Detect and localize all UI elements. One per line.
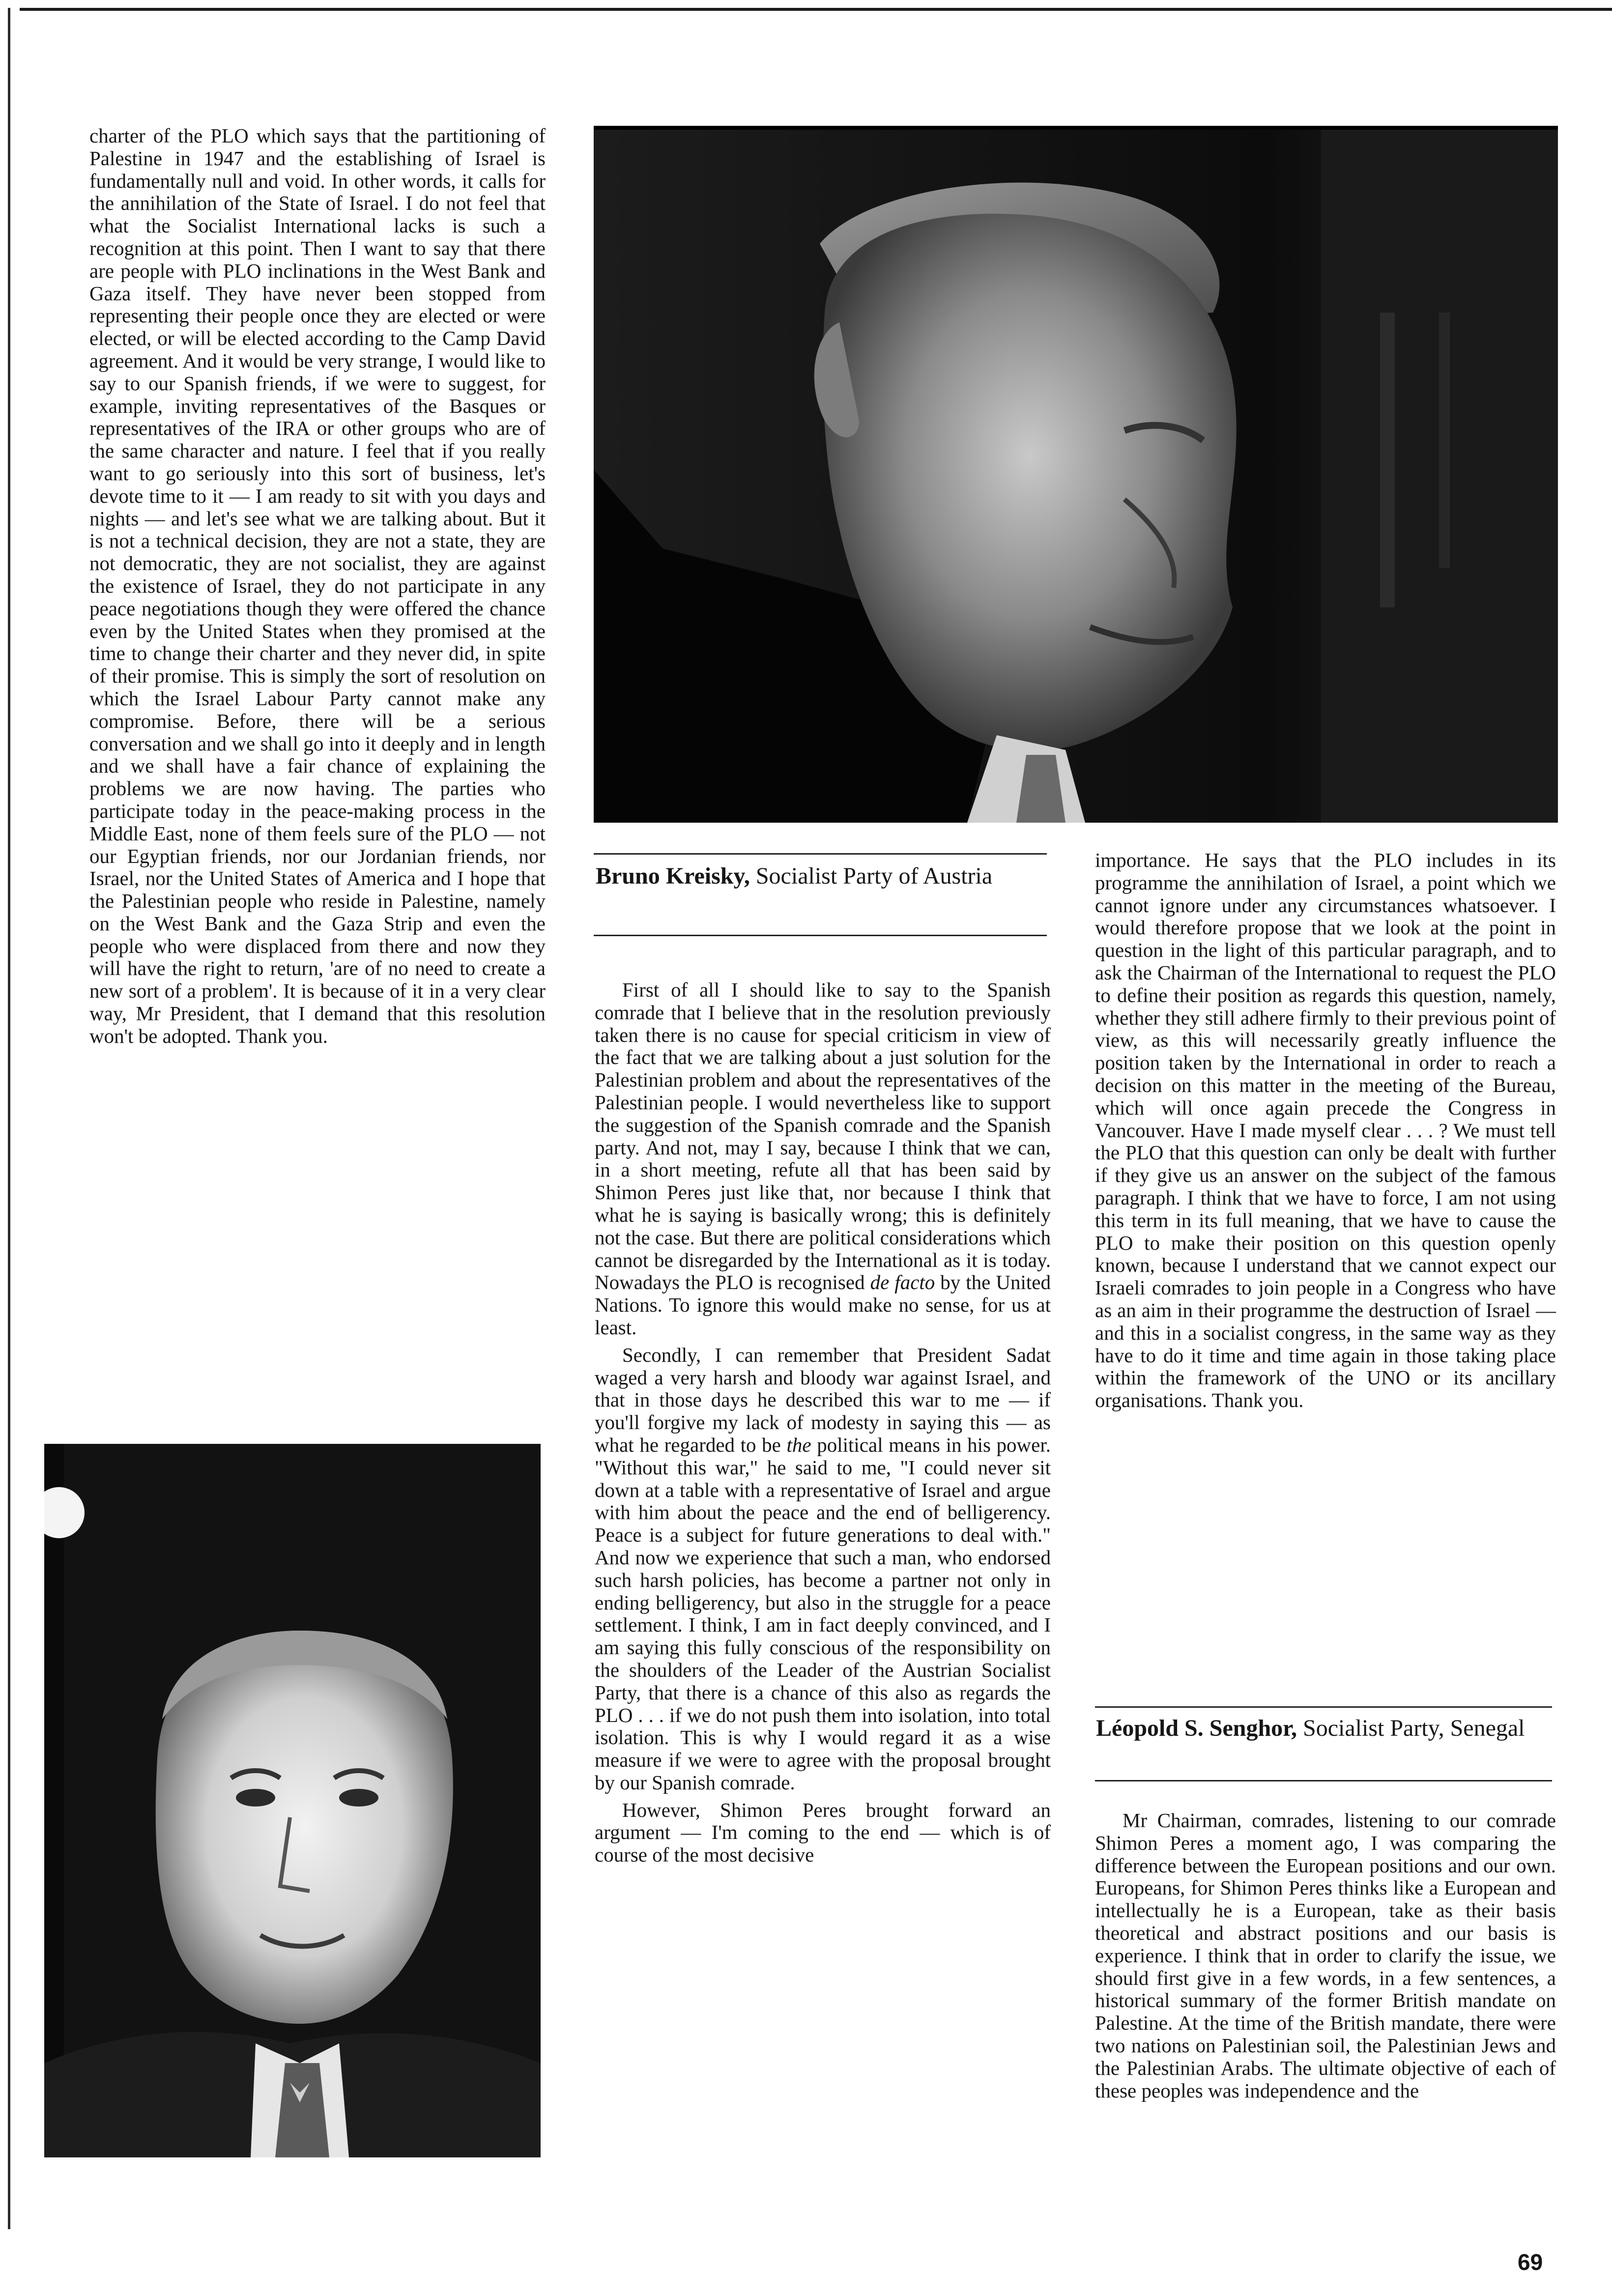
- text-run: First of all I should like to say to the Spanish comrade that I believe that in the resolution previously taken there is no cause for special criticism in view of the fact that we are talking about a just solution for the Palestinian problem and about the representatives of the Palestinian people. I would nevertheless like to support the suggestion of the Spanish comrade and the Spanish party. And not, may I say, because I think that we can, in a short meeting, refute all that has been said by Shimon Peres just like that, nor because I think that what he is saying is basically wrong; this is definitely not the case. But there are political considerations which cannot be disregarded by the International as it is today. Nowadays the PLO is recognised: [595, 978, 1051, 1294]
- page-number: 69: [1518, 2249, 1543, 2275]
- heading-rule-top: [594, 853, 1047, 855]
- kreisky-paragraph: [595, 1344, 1051, 1794]
- speaker-name: Bruno Kreisky,: [596, 863, 750, 889]
- speaker-heading-senghor: [1096, 1716, 1548, 1741]
- speaker-party: Socialist Party, Senegal: [1297, 1715, 1525, 1741]
- italic-run: de facto: [870, 1271, 935, 1294]
- column-1-text: [89, 125, 546, 1048]
- kreisky-paragraph-continued: importance. He says that the PLO includes in its programme the annihilation of Israel, a point which we cannot ignore under any circumstances whatsoever. I would therefore propose that we look at the point in question in the light of this particular paragraph, and to ask the Chairman of the International to request the PLO to define their position as regards this question, namely, whether they still adhere firmly to their previous point of view, as this will necessarily greatly influence the position taken by the International in order to reach a decision on this matter in the meeting of the Bureau, which will once again precede the Congress in Vancouver. Have I made myself clear . . . ? We must tell the PLO that this question can only be dealt with further if they give us an answer on the subject of the famous paragraph. I think that we have to force, I am not using this term in its full meaning, that we have to cause the PLO to make their position on this question openly known, because I understand that we cannot expect our Israeli comrades to join people in a Congress who have as an aim in their programme the destruction of Israel — and this in a socialist congress, in the same way as they have to do it time and time again in those taking place within the framework of the UNO or its ancillary organisations. Thank you.: [1095, 849, 1556, 1412]
- kreisky-portrait-photo: [594, 126, 1558, 823]
- kreisky-paragraph: However, Shimon Peres brought forward an argument — I'm coming to the end — which is of course of the most decisive: [595, 1798, 1051, 1866]
- senghor-paragraph: Mr Chairman, comrades, listening to our comrade Shimon Peres a moment ago, I was comparing the difference between the European positions and our own. Europeans, for Shimon Peres thinks like a European and intellectually he is a European, take as their basis theoretical and abstract positions and our basis is experience. I think that in order to clarify the issue, we should first give in a few words, in a few sentences, a historical summary of the former British mandate on Palestine. At the time of the British mandate, there were two nations on Palestinian soil, the Palestinian Jews and the Palestinian Arabs. The ultimate objective of each of these peoples was independence and the: [1095, 1809, 1556, 2102]
- page-left-edge: [8, 8, 10, 2229]
- italic-run: the: [786, 1433, 811, 1456]
- column-3-text: [1095, 849, 1556, 1412]
- speaker-heading-kreisky: [596, 864, 1048, 889]
- senghor-text: [1095, 1809, 1556, 2102]
- speaker-name: Léopold S. Senghor,: [1096, 1715, 1297, 1741]
- heading-rule-bottom: [594, 935, 1047, 936]
- text-run: by the United Nations. To ignore this would make no sense, for us at least.: [595, 1271, 1051, 1339]
- speaker-party: Socialist Party of Austria: [749, 863, 993, 889]
- senghor-portrait-photo: [44, 1444, 541, 2157]
- kreisky-paragraph: [595, 979, 1051, 1339]
- heading-rule-top: [1095, 1706, 1552, 1708]
- heading-rule-bottom: [1095, 1780, 1552, 1781]
- text-run: political means in his power. "Without this war," he said to me, "I could never sit down at a table with a representative of Israel and argue with him about the peace and the end of belligerency. Peace is a subject for future generations to deal with." And now we experience that such a man, who endorsed such harsh policies, has become a partner not only in ending belligerency, but also in the struggle for a peace settlement. I think, I am in fact deeply convinced, and I am saying this fully conscious of the responsibility on the shoulders of the Leader of the Austrian Socialist Party, that there is a chance of this also as regards the PLO . . . if we do not push them into isolation, into total isolation. This is why I would regard it as a wise measure if we were to agree with the proposal brought by our Spanish comrade.: [595, 1433, 1051, 1794]
- text-run: Secondly, I can remember that President Sadat waged a very harsh and bloody war against Israel, and that in those days he described this war to me — if you'll forgive my lack of modesty in saying this — as what he regarded to be: [595, 1343, 1051, 1456]
- continued-paragraph: charter of the PLO which says that the partitioning of Palestine in 1947 and the establishing of Israel is fundamentally null and void. In other words, it calls for the annihilation of the State of Israel. I do not feel that what the Socialist International lacks is such a recognition at this point. Then I want to say that there are people with PLO inclinations in the West Bank and Gaza itself. They have never been stopped from representing their people once they are elected or were elected, or will be elected according to the Camp David agreement. And it would be very strange, I would like to say to our Spanish friends, if we were to suggest, for example, inviting representatives of the Basques or representatives of the IRA or other groups who are of the same character and nature. I feel that if you really want to go seriously into this sort of business, let's devote time to it — I am ready to sit with you days and nights — and let's see what we are talking about. But it is not a technical decision, they are not a state, they are not democratic, they are not socialist, they are against the existence of Israel, they do not participate in any peace negotiations though they were offered the chance even by the United States when they promised at the time to change their charter and they never did, in spite of their promise. This is simply the sort of resolution on which the Israel Labour Party cannot make any compromise. Before, there will be a serious conversation and we shall go into it deeply and in length and we shall have a fair chance of explaining the problems we are now having. The parties who participate today in the peace-making process in the Middle East, none of them feels sure of the PLO — not our Egyptian friends, nor our Jordanian friends, nor Israel, nor the United States of America and I hope that the Palestinian people who reside in Palestine, namely on the West Bank and the Gaza Strip and even the people who were displaced from there and now they will have the right to return, 'are of no need to create a new sort of a problem'. It is because of it in a very clear way, Mr President, that I demand that this resolution won't be adopted. Thank you.: [89, 124, 546, 1047]
- page-top-edge: [20, 8, 1612, 11]
- column-2-text: [595, 979, 1051, 1866]
